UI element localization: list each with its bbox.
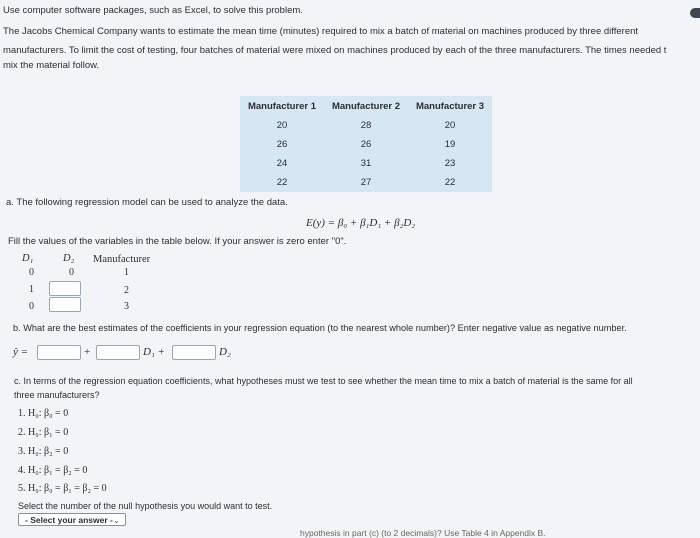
cell: 22 (276, 177, 288, 188)
part-a-label: a. The following regression model can be used to analyze the data. (6, 197, 288, 208)
header-d1: D₁ (22, 253, 34, 264)
d2-term: D₂ (219, 346, 231, 358)
part-c-label-2: three manufacturers? (14, 390, 100, 400)
header-manufacturer: Manufacturer (93, 254, 151, 265)
b2-input[interactable] (172, 345, 216, 360)
d1-row-2: 1 (29, 284, 34, 295)
cell: 20 (444, 120, 456, 131)
col-header-2: Manufacturer 2 (331, 101, 401, 112)
manufacturer-row-2: 2 (124, 285, 129, 296)
cell: 27 (360, 177, 372, 188)
intro-line-2: The Jacobs Chemical Company wants to estimate the mean time (minutes) required to mix a batch of material on machines produced by three different (3, 26, 639, 37)
cell: 22 (444, 177, 456, 188)
b0-input[interactable] (37, 345, 81, 360)
select-value: - Select your answer - (25, 515, 113, 525)
table-row (240, 135, 492, 154)
manufacturer-row-1: 1 (124, 267, 129, 278)
cell: 31 (360, 158, 372, 169)
d2-row-3-input[interactable] (49, 297, 81, 312)
d1-row-3: 0 (29, 301, 34, 312)
col-header-1: Manufacturer 1 (247, 101, 317, 112)
plus-sign: + (84, 346, 91, 358)
d1-term: D₁ + (143, 346, 165, 358)
d1-row-1: 0 (29, 267, 34, 278)
cell: 24 (276, 158, 288, 169)
cell: 23 (444, 158, 456, 169)
table-row (240, 173, 492, 192)
part-c-label-1: c. In terms of the regression equation coefficients, what hypotheses must we test to see whether the mean time to mix a batch of material is the same for all (14, 376, 633, 386)
hypothesis-option-5: 5. H₀: β₀ = β₁ = β₂ = 0 (18, 483, 107, 494)
hypothesis-option-1: 1. H₀: β₀ = 0 (18, 408, 69, 419)
d2-row-2-input[interactable] (49, 281, 81, 296)
chevron-down-icon: ⌄ (112, 515, 120, 525)
intro-line-4: mix the material follow. (3, 60, 100, 71)
b1-input[interactable] (96, 345, 140, 360)
hypothesis-option-3: 3. H₀: β₂ = 0 (18, 446, 69, 457)
regression-equation: E(y) = β₀ + β₁D₁ + β₂D₂ (306, 217, 416, 229)
hypothesis-option-2: 2. H₀: β₁ = 0 (18, 427, 69, 438)
cell: 19 (444, 139, 456, 150)
select-instruction: Select the number of the null hypothesis you would want to test. (18, 501, 273, 511)
part-b-label: b. What are the best estimates of the coefficients in your regression equation (to the nearest whole number)? Enter negative value as negative number. (13, 323, 627, 333)
table-row (240, 154, 492, 173)
cell: 20 (276, 120, 288, 131)
footer-cut-text: hypothesis in part (c) (to 2 decimals)? Use Table 4 in Appendix B. (300, 528, 546, 538)
hypothesis-select[interactable] (18, 513, 126, 526)
manufacturer-times-table (240, 96, 492, 192)
header-d2: D₂ (63, 253, 75, 264)
col-header-3: Manufacturer 3 (415, 101, 485, 112)
d2-row-1: 0 (69, 267, 74, 278)
intro-line-1: Use computer software packages, such as Excel, to solve this problem. (3, 5, 303, 16)
manufacturer-row-3: 3 (124, 301, 129, 312)
part-a-instruction: Fill the values of the variables in the table below. If your answer is zero enter "0". (8, 236, 347, 247)
table-row (240, 116, 492, 135)
side-tab[interactable] (690, 8, 700, 18)
cell: 28 (360, 120, 372, 131)
cell: 26 (360, 139, 372, 150)
cell: 26 (276, 139, 288, 150)
yhat-label: ŷ = (13, 346, 29, 358)
hypothesis-option-4: 4. H₀: β₁ = β₂ = 0 (18, 465, 88, 476)
intro-line-3: manufacturers. To limit the cost of testing, four batches of material were mixed on machines produced by each of the three manufacturers. The times needed t (3, 45, 667, 56)
